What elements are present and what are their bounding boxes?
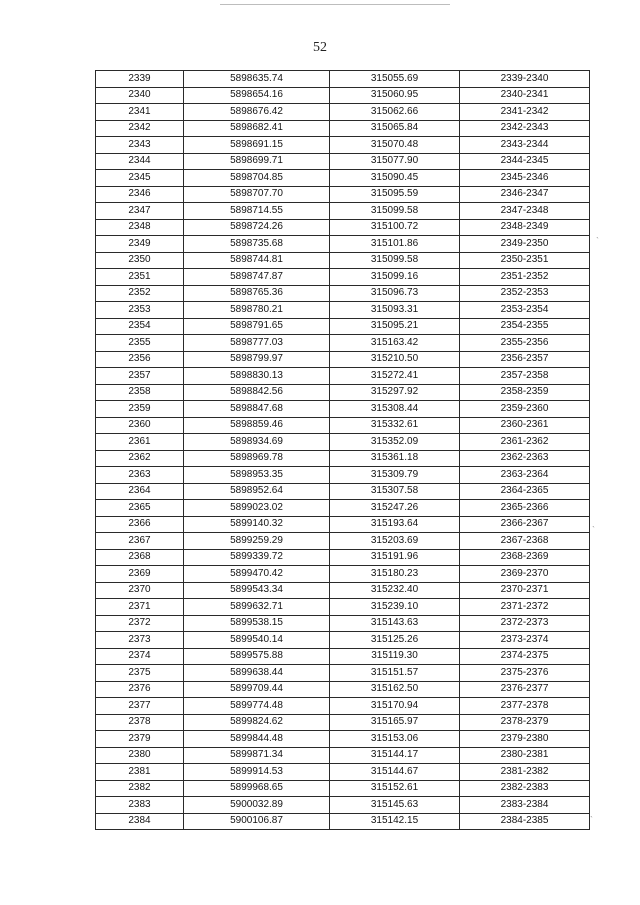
- point-number-cell: 2365: [96, 500, 184, 517]
- point-number-cell: 2366: [96, 516, 184, 533]
- segment-cell: 2343-2344: [460, 137, 590, 154]
- table-row: [96, 417, 590, 434]
- segment-cell: 2352-2353: [460, 285, 590, 302]
- y-coordinate-cell: 315145.63: [330, 797, 460, 814]
- y-coordinate-cell: 315239.10: [330, 599, 460, 616]
- y-coordinate-cell: 315060.95: [330, 87, 460, 104]
- point-number-cell: 2381: [96, 764, 184, 781]
- y-coordinate-cell: 315144.17: [330, 747, 460, 764]
- point-number-cell: 2345: [96, 170, 184, 187]
- point-number-cell: 2368: [96, 549, 184, 566]
- y-coordinate-cell: 315099.16: [330, 269, 460, 286]
- table-row: [96, 582, 590, 599]
- coordinates-table: [95, 70, 590, 830]
- segment-cell: 2367-2368: [460, 533, 590, 550]
- point-number-cell: 2363: [96, 467, 184, 484]
- x-coordinate-cell: 5898747.87: [184, 269, 330, 286]
- x-coordinate-cell: 5898780.21: [184, 302, 330, 319]
- table-row: [96, 302, 590, 319]
- table-row: [96, 632, 590, 649]
- table-row: [96, 401, 590, 418]
- segment-cell: 2375-2376: [460, 665, 590, 682]
- segment-cell: 2360-2361: [460, 417, 590, 434]
- y-coordinate-cell: 315152.61: [330, 780, 460, 797]
- table-row: [96, 252, 590, 269]
- segment-cell: 2351-2352: [460, 269, 590, 286]
- point-number-cell: 2369: [96, 566, 184, 583]
- x-coordinate-cell: 5899023.02: [184, 500, 330, 517]
- point-number-cell: 2374: [96, 648, 184, 665]
- y-coordinate-cell: 315352.09: [330, 434, 460, 451]
- x-coordinate-cell: 5898676.42: [184, 104, 330, 121]
- y-coordinate-cell: 315203.69: [330, 533, 460, 550]
- y-coordinate-cell: 315100.72: [330, 219, 460, 236]
- x-coordinate-cell: 5898830.13: [184, 368, 330, 385]
- y-coordinate-cell: 315165.97: [330, 714, 460, 731]
- segment-cell: 2379-2380: [460, 731, 590, 748]
- table-row: [96, 599, 590, 616]
- y-coordinate-cell: 315297.92: [330, 384, 460, 401]
- x-coordinate-cell: 5899871.34: [184, 747, 330, 764]
- segment-cell: 2363-2364: [460, 467, 590, 484]
- point-number-cell: 2341: [96, 104, 184, 121]
- table-row: [96, 813, 590, 830]
- segment-cell: 2381-2382: [460, 764, 590, 781]
- segment-cell: 2346-2347: [460, 186, 590, 203]
- point-number-cell: 2367: [96, 533, 184, 550]
- point-number-cell: 2347: [96, 203, 184, 220]
- x-coordinate-cell: 5899638.44: [184, 665, 330, 682]
- segment-cell: 2373-2374: [460, 632, 590, 649]
- table-row: [96, 549, 590, 566]
- point-number-cell: 2360: [96, 417, 184, 434]
- table-row: [96, 483, 590, 500]
- x-coordinate-cell: 5899968.65: [184, 780, 330, 797]
- table-row: [96, 500, 590, 517]
- x-coordinate-cell: 5898952.64: [184, 483, 330, 500]
- table-row: [96, 698, 590, 715]
- segment-cell: 2365-2366: [460, 500, 590, 517]
- y-coordinate-cell: 315307.58: [330, 483, 460, 500]
- segment-cell: 2382-2383: [460, 780, 590, 797]
- table-row: [96, 681, 590, 698]
- x-coordinate-cell: 5899774.48: [184, 698, 330, 715]
- point-number-cell: 2370: [96, 582, 184, 599]
- table-row: [96, 153, 590, 170]
- y-coordinate-cell: 315361.18: [330, 450, 460, 467]
- x-coordinate-cell: 5898735.68: [184, 236, 330, 253]
- segment-cell: 2356-2357: [460, 351, 590, 368]
- point-number-cell: 2342: [96, 120, 184, 137]
- x-coordinate-cell: 5899470.42: [184, 566, 330, 583]
- segment-cell: 2340-2341: [460, 87, 590, 104]
- y-coordinate-cell: 315095.21: [330, 318, 460, 335]
- x-coordinate-cell: 5898765.36: [184, 285, 330, 302]
- table-row: [96, 318, 590, 335]
- segment-cell: 2348-2349: [460, 219, 590, 236]
- table-row: [96, 665, 590, 682]
- table-row: [96, 219, 590, 236]
- segment-cell: 2378-2379: [460, 714, 590, 731]
- segment-cell: 2344-2345: [460, 153, 590, 170]
- table-row: [96, 104, 590, 121]
- point-number-cell: 2382: [96, 780, 184, 797]
- table-row: [96, 285, 590, 302]
- x-coordinate-cell: 5898847.68: [184, 401, 330, 418]
- y-coordinate-cell: 315144.67: [330, 764, 460, 781]
- y-coordinate-cell: 315332.61: [330, 417, 460, 434]
- point-number-cell: 2372: [96, 615, 184, 632]
- point-number-cell: 2371: [96, 599, 184, 616]
- y-coordinate-cell: 315096.73: [330, 285, 460, 302]
- table-row: [96, 714, 590, 731]
- x-coordinate-cell: 5898707.70: [184, 186, 330, 203]
- x-coordinate-cell: 5898969.78: [184, 450, 330, 467]
- segment-cell: 2345-2346: [460, 170, 590, 187]
- y-coordinate-cell: 315070.48: [330, 137, 460, 154]
- y-coordinate-cell: 315077.90: [330, 153, 460, 170]
- y-coordinate-cell: 315125.26: [330, 632, 460, 649]
- point-number-cell: 2348: [96, 219, 184, 236]
- segment-cell: 2357-2358: [460, 368, 590, 385]
- y-coordinate-cell: 315090.45: [330, 170, 460, 187]
- y-coordinate-cell: 315143.63: [330, 615, 460, 632]
- point-number-cell: 2358: [96, 384, 184, 401]
- point-number-cell: 2364: [96, 483, 184, 500]
- segment-cell: 2342-2343: [460, 120, 590, 137]
- point-number-cell: 2375: [96, 665, 184, 682]
- y-coordinate-cell: 315180.23: [330, 566, 460, 583]
- y-coordinate-cell: 315151.57: [330, 665, 460, 682]
- y-coordinate-cell: 315163.42: [330, 335, 460, 352]
- point-number-cell: 2376: [96, 681, 184, 698]
- point-number-cell: 2340: [96, 87, 184, 104]
- point-number-cell: 2383: [96, 797, 184, 814]
- table-row: [96, 170, 590, 187]
- x-coordinate-cell: 5899914.53: [184, 764, 330, 781]
- segment-cell: 2383-2384: [460, 797, 590, 814]
- scan-top-rule: [220, 4, 450, 5]
- point-number-cell: 2354: [96, 318, 184, 335]
- y-coordinate-cell: 315142.15: [330, 813, 460, 830]
- segment-cell: 2347-2348: [460, 203, 590, 220]
- point-number-cell: 2356: [96, 351, 184, 368]
- x-coordinate-cell: 5898724.26: [184, 219, 330, 236]
- x-coordinate-cell: 5899259.29: [184, 533, 330, 550]
- segment-cell: 2364-2365: [460, 483, 590, 500]
- point-number-cell: 2359: [96, 401, 184, 418]
- segment-cell: 2358-2359: [460, 384, 590, 401]
- x-coordinate-cell: 5899540.14: [184, 632, 330, 649]
- point-number-cell: 2349: [96, 236, 184, 253]
- segment-cell: 2354-2355: [460, 318, 590, 335]
- scan-speck: `: [596, 236, 599, 246]
- point-number-cell: 2355: [96, 335, 184, 352]
- point-number-cell: 2384: [96, 813, 184, 830]
- table-row: [96, 764, 590, 781]
- table-row: [96, 120, 590, 137]
- x-coordinate-cell: 5898704.85: [184, 170, 330, 187]
- table-row: [96, 384, 590, 401]
- table-row: [96, 203, 590, 220]
- x-coordinate-cell: 5898799.97: [184, 351, 330, 368]
- segment-cell: 2359-2360: [460, 401, 590, 418]
- segment-cell: 2380-2381: [460, 747, 590, 764]
- x-coordinate-cell: 5899632.71: [184, 599, 330, 616]
- point-number-cell: 2346: [96, 186, 184, 203]
- scan-speck: `: [590, 815, 593, 825]
- y-coordinate-cell: 315162.50: [330, 681, 460, 698]
- table-row: [96, 648, 590, 665]
- y-coordinate-cell: 315272.41: [330, 368, 460, 385]
- point-number-cell: 2339: [96, 71, 184, 88]
- y-coordinate-cell: 315210.50: [330, 351, 460, 368]
- coordinates-table-body: [96, 71, 590, 830]
- x-coordinate-cell: 5898654.16: [184, 87, 330, 104]
- segment-cell: 2350-2351: [460, 252, 590, 269]
- x-coordinate-cell: 5898791.65: [184, 318, 330, 335]
- point-number-cell: 2351: [96, 269, 184, 286]
- x-coordinate-cell: 5899543.34: [184, 582, 330, 599]
- table-row: [96, 335, 590, 352]
- y-coordinate-cell: 315191.96: [330, 549, 460, 566]
- table-row: [96, 186, 590, 203]
- x-coordinate-cell: 5900032.89: [184, 797, 330, 814]
- x-coordinate-cell: 5899339.72: [184, 549, 330, 566]
- table-row: [96, 467, 590, 484]
- segment-cell: 2371-2372: [460, 599, 590, 616]
- point-number-cell: 2362: [96, 450, 184, 467]
- point-number-cell: 2379: [96, 731, 184, 748]
- point-number-cell: 2352: [96, 285, 184, 302]
- table-row: [96, 797, 590, 814]
- point-number-cell: 2353: [96, 302, 184, 319]
- x-coordinate-cell: 5898691.15: [184, 137, 330, 154]
- point-number-cell: 2357: [96, 368, 184, 385]
- segment-cell: 2355-2356: [460, 335, 590, 352]
- x-coordinate-cell: 5899844.48: [184, 731, 330, 748]
- y-coordinate-cell: 315170.94: [330, 698, 460, 715]
- table-row: [96, 450, 590, 467]
- y-coordinate-cell: 315232.40: [330, 582, 460, 599]
- point-number-cell: 2361: [96, 434, 184, 451]
- segment-cell: 2349-2350: [460, 236, 590, 253]
- segment-cell: 2384-2385: [460, 813, 590, 830]
- table-row: [96, 780, 590, 797]
- x-coordinate-cell: 5899824.62: [184, 714, 330, 731]
- table-row: [96, 747, 590, 764]
- segment-cell: 2366-2367: [460, 516, 590, 533]
- y-coordinate-cell: 315093.31: [330, 302, 460, 319]
- x-coordinate-cell: 5900106.87: [184, 813, 330, 830]
- point-number-cell: 2373: [96, 632, 184, 649]
- x-coordinate-cell: 5898953.35: [184, 467, 330, 484]
- segment-cell: 2353-2354: [460, 302, 590, 319]
- y-coordinate-cell: 315055.69: [330, 71, 460, 88]
- page-number: 52: [313, 40, 327, 55]
- table-row: [96, 434, 590, 451]
- x-coordinate-cell: 5898842.56: [184, 384, 330, 401]
- point-number-cell: 2350: [96, 252, 184, 269]
- table-row: [96, 87, 590, 104]
- y-coordinate-cell: 315193.64: [330, 516, 460, 533]
- point-number-cell: 2377: [96, 698, 184, 715]
- segment-cell: 2341-2342: [460, 104, 590, 121]
- table-row: [96, 533, 590, 550]
- y-coordinate-cell: 315247.26: [330, 500, 460, 517]
- x-coordinate-cell: 5899709.44: [184, 681, 330, 698]
- table-row: [96, 269, 590, 286]
- table-row: [96, 368, 590, 385]
- table-row: [96, 351, 590, 368]
- scan-speck: `: [592, 525, 595, 535]
- segment-cell: 2376-2377: [460, 681, 590, 698]
- point-number-cell: 2343: [96, 137, 184, 154]
- y-coordinate-cell: 315119.30: [330, 648, 460, 665]
- y-coordinate-cell: 315065.84: [330, 120, 460, 137]
- y-coordinate-cell: 315153.06: [330, 731, 460, 748]
- table-row: [96, 71, 590, 88]
- table-row: [96, 566, 590, 583]
- x-coordinate-cell: 5898934.69: [184, 434, 330, 451]
- table-row: [96, 516, 590, 533]
- table-row: [96, 615, 590, 632]
- x-coordinate-cell: 5898635.74: [184, 71, 330, 88]
- point-number-cell: 2344: [96, 153, 184, 170]
- segment-cell: 2370-2371: [460, 582, 590, 599]
- x-coordinate-cell: 5898777.03: [184, 335, 330, 352]
- segment-cell: 2369-2370: [460, 566, 590, 583]
- x-coordinate-cell: 5898699.71: [184, 153, 330, 170]
- y-coordinate-cell: 315062.66: [330, 104, 460, 121]
- segment-cell: 2368-2369: [460, 549, 590, 566]
- table-row: [96, 137, 590, 154]
- y-coordinate-cell: 315309.79: [330, 467, 460, 484]
- table-row: [96, 731, 590, 748]
- point-number-cell: 2378: [96, 714, 184, 731]
- y-coordinate-cell: 315101.86: [330, 236, 460, 253]
- segment-cell: 2374-2375: [460, 648, 590, 665]
- y-coordinate-cell: 315308.44: [330, 401, 460, 418]
- y-coordinate-cell: 315099.58: [330, 252, 460, 269]
- segment-cell: 2372-2373: [460, 615, 590, 632]
- x-coordinate-cell: 5899575.88: [184, 648, 330, 665]
- x-coordinate-cell: 5899140.32: [184, 516, 330, 533]
- y-coordinate-cell: 315099.58: [330, 203, 460, 220]
- segment-cell: 2362-2363: [460, 450, 590, 467]
- x-coordinate-cell: 5898682.41: [184, 120, 330, 137]
- table-row: [96, 236, 590, 253]
- x-coordinate-cell: 5898744.81: [184, 252, 330, 269]
- x-coordinate-cell: 5898859.46: [184, 417, 330, 434]
- segment-cell: 2361-2362: [460, 434, 590, 451]
- x-coordinate-cell: 5899538.15: [184, 615, 330, 632]
- segment-cell: 2377-2378: [460, 698, 590, 715]
- y-coordinate-cell: 315095.59: [330, 186, 460, 203]
- x-coordinate-cell: 5898714.55: [184, 203, 330, 220]
- segment-cell: 2339-2340: [460, 71, 590, 88]
- point-number-cell: 2380: [96, 747, 184, 764]
